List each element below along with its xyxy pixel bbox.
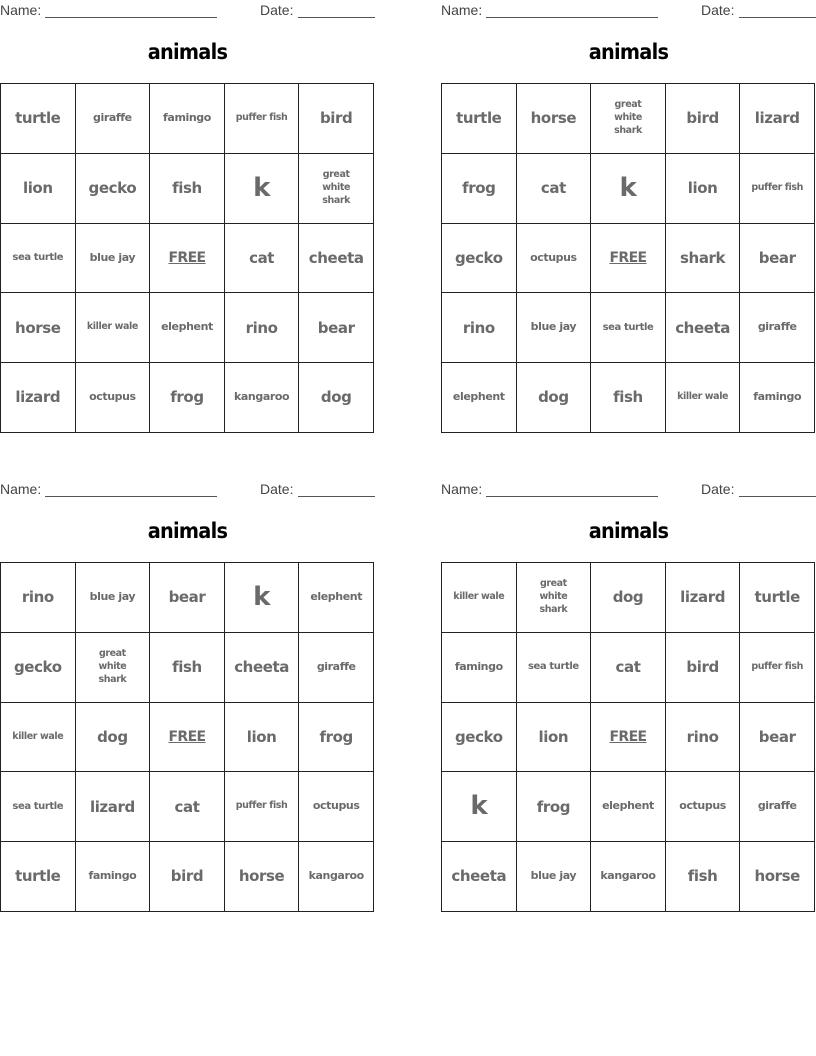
bingo-cell	[442, 633, 517, 703]
bingo-cell-label: bear	[168, 588, 206, 607]
bingo-cell	[76, 293, 151, 363]
bingo-cell	[225, 633, 300, 703]
bingo-cell	[150, 293, 225, 363]
bingo-cell-label: cheeta	[308, 248, 364, 267]
bingo-cell-label: sea turtle	[12, 801, 64, 813]
bingo-cell-label: k	[619, 172, 637, 203]
bingo-cell	[150, 563, 225, 633]
bingo-cell	[517, 703, 592, 773]
bingo-cell-label: gecko	[13, 658, 62, 677]
bingo-grid	[441, 562, 815, 912]
bingo-cell-label: elephent	[161, 320, 213, 334]
bingo-cell-label: FREE	[609, 249, 647, 266]
bingo-cell-label: octupus	[89, 390, 136, 404]
bingo-cell	[225, 842, 300, 912]
bingo-cell-label: frog	[462, 179, 496, 198]
bingo-cell	[740, 224, 815, 294]
bingo-cell-label: cat	[249, 248, 275, 267]
bingo-cell	[1, 842, 76, 912]
bingo-cell	[442, 224, 517, 294]
bingo-cell-label: dog	[612, 588, 644, 607]
name-label: Name:	[0, 481, 42, 497]
bingo-cell-label: blue jay	[89, 589, 136, 603]
bingo-cell	[740, 84, 815, 154]
bingo-cell-label: rino	[21, 588, 54, 607]
bingo-cell-label: giraffe	[757, 799, 797, 813]
bingo-cell	[740, 363, 815, 433]
name-date-row	[441, 481, 816, 499]
bingo-cell-label: elephent	[602, 799, 654, 813]
bingo-cell-label: bird	[319, 109, 353, 128]
bingo-cell-label: bear	[758, 248, 796, 267]
bingo-cell	[740, 563, 815, 633]
bingo-cell-label: sea turtle	[12, 252, 64, 264]
bingo-cell	[299, 633, 374, 703]
bingo-cell	[1, 224, 76, 294]
bingo-cell-label: great white shark	[322, 168, 351, 206]
name-line	[486, 17, 658, 18]
bingo-cell	[225, 703, 300, 773]
bingo-cell	[299, 293, 374, 363]
card-title: animals	[147, 40, 228, 64]
bingo-cell	[517, 84, 592, 154]
bingo-cell	[1, 563, 76, 633]
bingo-cell-label: FREE	[168, 249, 206, 266]
bingo-cell-label: puffer fish	[751, 181, 804, 193]
bingo-cell	[299, 154, 374, 224]
bingo-cell	[225, 293, 300, 363]
bingo-cell-label: FREE	[609, 728, 647, 745]
bingo-cell	[1, 633, 76, 703]
bingo-cell-label: lion	[246, 727, 277, 746]
bingo-cell-label: fish	[613, 388, 643, 407]
bingo-cell-label: rino	[686, 727, 719, 746]
card-title: animals	[147, 519, 228, 543]
bingo-cell-label: gecko	[88, 179, 137, 198]
bingo-cell	[1, 703, 76, 773]
bingo-cell-label: lion	[687, 179, 718, 198]
bingo-cell	[517, 363, 592, 433]
bingo-cell-label: frog	[170, 388, 204, 407]
bingo-cell	[442, 563, 517, 633]
bingo-cell	[591, 154, 666, 224]
bingo-cell-label: gecko	[454, 727, 503, 746]
bingo-cell	[666, 633, 741, 703]
bingo-cell-label: frog	[319, 727, 353, 746]
bingo-cell-label: dog	[97, 727, 128, 746]
bingo-cell-label: famingo	[88, 869, 137, 883]
bingo-cell	[517, 772, 592, 842]
bingo-cell-label: sea turtle	[527, 661, 579, 673]
bingo-cell	[76, 563, 151, 633]
bingo-cell	[740, 293, 815, 363]
free-cell	[591, 703, 666, 773]
bingo-cell	[517, 633, 592, 703]
name-label: Name:	[441, 2, 483, 18]
name-line	[45, 17, 217, 18]
bingo-grid	[441, 83, 815, 433]
bingo-cell	[225, 154, 300, 224]
bingo-cell	[591, 842, 666, 912]
bingo-cell	[225, 84, 300, 154]
bingo-cell-label: famingo	[163, 110, 211, 124]
name-date-row	[0, 2, 375, 20]
bingo-cell	[740, 633, 815, 703]
bingo-cell-label: fish	[172, 179, 202, 198]
bingo-cell	[517, 154, 592, 224]
bingo-cell	[76, 224, 151, 294]
bingo-cell-label: k	[253, 172, 271, 203]
bingo-cell	[299, 772, 374, 842]
bingo-cell	[517, 293, 592, 363]
bingo-cell	[517, 842, 592, 912]
bingo-cell-label: puffer fish	[751, 660, 804, 672]
bingo-cell	[76, 703, 151, 773]
date-line	[739, 17, 816, 18]
bingo-cell	[666, 224, 741, 294]
bingo-cell-label: great white shark	[614, 99, 642, 136]
bingo-cell-label: k	[253, 581, 271, 612]
bingo-cell	[299, 703, 374, 773]
bingo-cell-label: kangaroo	[308, 869, 364, 883]
bingo-cell	[1, 84, 76, 154]
bingo-cell	[76, 633, 151, 703]
bingo-cell	[225, 224, 300, 294]
bingo-cell-label: blue jay	[530, 869, 577, 883]
bingo-cell	[150, 363, 225, 433]
date-label: Date:	[260, 481, 294, 497]
name-label: Name:	[441, 481, 483, 497]
bingo-cell	[442, 703, 517, 773]
bingo-cell-label: giraffe	[316, 659, 356, 673]
bingo-cell	[517, 224, 592, 294]
bingo-cell-label: cat	[540, 179, 566, 198]
bingo-cell-label: bird	[170, 867, 204, 886]
bingo-cell-label: octupus	[530, 250, 577, 264]
bingo-grid	[0, 83, 374, 433]
bingo-cell	[299, 363, 374, 433]
bingo-cell-label: bird	[686, 109, 719, 128]
bingo-cell-label: turtle	[754, 588, 800, 607]
bingo-cell	[666, 563, 741, 633]
bingo-cell-label: horse	[238, 867, 285, 886]
bingo-cell-label: lizard	[680, 588, 726, 607]
bingo-cell	[442, 293, 517, 363]
bingo-cell-label: lion	[22, 179, 53, 198]
bingo-cell-label: famingo	[454, 659, 503, 673]
bingo-cell-label: giraffe	[757, 320, 797, 334]
bingo-cell	[150, 84, 225, 154]
bingo-cell	[740, 772, 815, 842]
bingo-cell	[76, 363, 151, 433]
bingo-cell-label: killer wale	[677, 391, 729, 403]
bingo-cell-label: dog	[538, 388, 569, 407]
bingo-cell-label: puffer fish	[235, 800, 288, 812]
bingo-cell	[150, 772, 225, 842]
date-line	[298, 17, 375, 18]
name-label: Name:	[0, 2, 42, 18]
bingo-cell-label: sea turtle	[602, 322, 654, 334]
bingo-cell-label: great white shark	[539, 578, 568, 615]
bingo-cell	[591, 633, 666, 703]
date-label: Date:	[701, 2, 735, 18]
bingo-cell	[666, 84, 741, 154]
bingo-cell-label: great white shark	[98, 647, 127, 685]
bingo-cell	[666, 293, 741, 363]
bingo-cell-label: kangaroo	[233, 390, 290, 404]
card-title: animals	[588, 40, 669, 64]
bingo-cell-label: killer wale	[12, 730, 64, 742]
bingo-cell	[740, 154, 815, 224]
date-line	[739, 496, 816, 497]
bingo-cell-label: rino	[462, 318, 495, 337]
bingo-cell	[76, 772, 151, 842]
bingo-cell-label: fish	[172, 658, 202, 677]
card-title: animals	[588, 519, 669, 543]
bingo-cell	[1, 772, 76, 842]
bingo-cell	[591, 293, 666, 363]
bingo-cell	[442, 84, 517, 154]
date-label: Date:	[701, 481, 735, 497]
bingo-cell	[666, 363, 741, 433]
bingo-cell	[76, 84, 151, 154]
bingo-cell	[666, 154, 741, 224]
bingo-cell-label: shark	[680, 248, 726, 267]
name-line	[45, 496, 217, 497]
bingo-cell-label: horse	[530, 109, 577, 128]
bingo-cell-label: bear	[758, 727, 796, 746]
bingo-cell	[666, 703, 741, 773]
bingo-cell-label: turtle	[15, 109, 61, 128]
bingo-cell-label: killer wale	[86, 321, 138, 333]
date-label: Date:	[260, 2, 294, 18]
bingo-cell	[1, 363, 76, 433]
bingo-cell-label: k	[470, 791, 488, 822]
name-date-row	[0, 481, 375, 499]
bingo-cell	[591, 84, 666, 154]
bingo-cell-label: FREE	[168, 728, 206, 745]
bingo-cell	[591, 772, 666, 842]
bingo-cell	[740, 842, 815, 912]
bingo-cell-label: dog	[320, 388, 352, 407]
date-line	[298, 496, 375, 497]
bingo-cell-label: rino	[245, 318, 278, 337]
bingo-cell	[150, 633, 225, 703]
bingo-cell	[299, 224, 374, 294]
bingo-cell-label: blue jay	[530, 320, 577, 334]
bingo-cell-label: cat	[174, 797, 200, 816]
bingo-cell-label: turtle	[15, 867, 61, 886]
bingo-cell	[225, 563, 300, 633]
bingo-cell	[666, 772, 741, 842]
bingo-cell-label: bear	[317, 318, 355, 337]
free-cell	[150, 224, 225, 294]
bingo-cell	[591, 563, 666, 633]
bingo-cell	[299, 563, 374, 633]
bingo-cell-label: cat	[615, 658, 641, 677]
bingo-cell-label: cheeta	[675, 318, 730, 337]
bingo-cell-label: gecko	[454, 248, 503, 267]
bingo-cell-label: cheeta	[451, 867, 507, 886]
bingo-cell-label: lizard	[754, 109, 800, 128]
bingo-cell	[299, 842, 374, 912]
bingo-cell-label: giraffe	[93, 110, 132, 124]
bingo-cell	[150, 154, 225, 224]
bingo-cell	[76, 842, 151, 912]
bingo-cell	[225, 363, 300, 433]
bingo-cell-label: elephent	[452, 390, 505, 404]
bingo-cell	[76, 154, 151, 224]
bingo-cell-label: lizard	[89, 797, 135, 816]
bingo-cell-label: frog	[536, 797, 571, 816]
free-cell	[591, 224, 666, 294]
bingo-grid	[0, 562, 374, 912]
bingo-cell-label: puffer fish	[235, 111, 288, 123]
bingo-cell	[442, 842, 517, 912]
bingo-cell	[299, 84, 374, 154]
bingo-cell-label: famingo	[753, 390, 802, 404]
bingo-cell-label: elephent	[310, 589, 363, 603]
name-line	[486, 496, 658, 497]
bingo-cell-label: horse	[754, 867, 800, 886]
bingo-cell	[666, 842, 741, 912]
bingo-cell-label: fish	[687, 867, 718, 886]
bingo-cell	[442, 772, 517, 842]
bingo-cell-label: horse	[15, 318, 61, 337]
bingo-cell	[591, 363, 666, 433]
bingo-cell	[150, 842, 225, 912]
bingo-cell	[225, 772, 300, 842]
bingo-cell	[517, 563, 592, 633]
free-cell	[150, 703, 225, 773]
bingo-cell-label: lizard	[15, 388, 61, 407]
bingo-cell-label: blue jay	[89, 250, 136, 264]
bingo-cell	[740, 703, 815, 773]
bingo-cell-label: lion	[538, 727, 569, 746]
bingo-cell-label: octupus	[312, 799, 360, 813]
bingo-cell-label: turtle	[456, 109, 502, 128]
bingo-cell-label: octupus	[679, 799, 726, 813]
bingo-cell-label: kangaroo	[600, 869, 656, 883]
bingo-cell	[442, 154, 517, 224]
bingo-cell	[1, 293, 76, 363]
bingo-cell	[1, 154, 76, 224]
name-date-row	[441, 2, 816, 20]
bingo-cell-label: killer wale	[453, 590, 505, 602]
bingo-cell-label: bird	[686, 658, 719, 677]
bingo-cell-label: cheeta	[234, 658, 289, 677]
bingo-cell	[442, 363, 517, 433]
